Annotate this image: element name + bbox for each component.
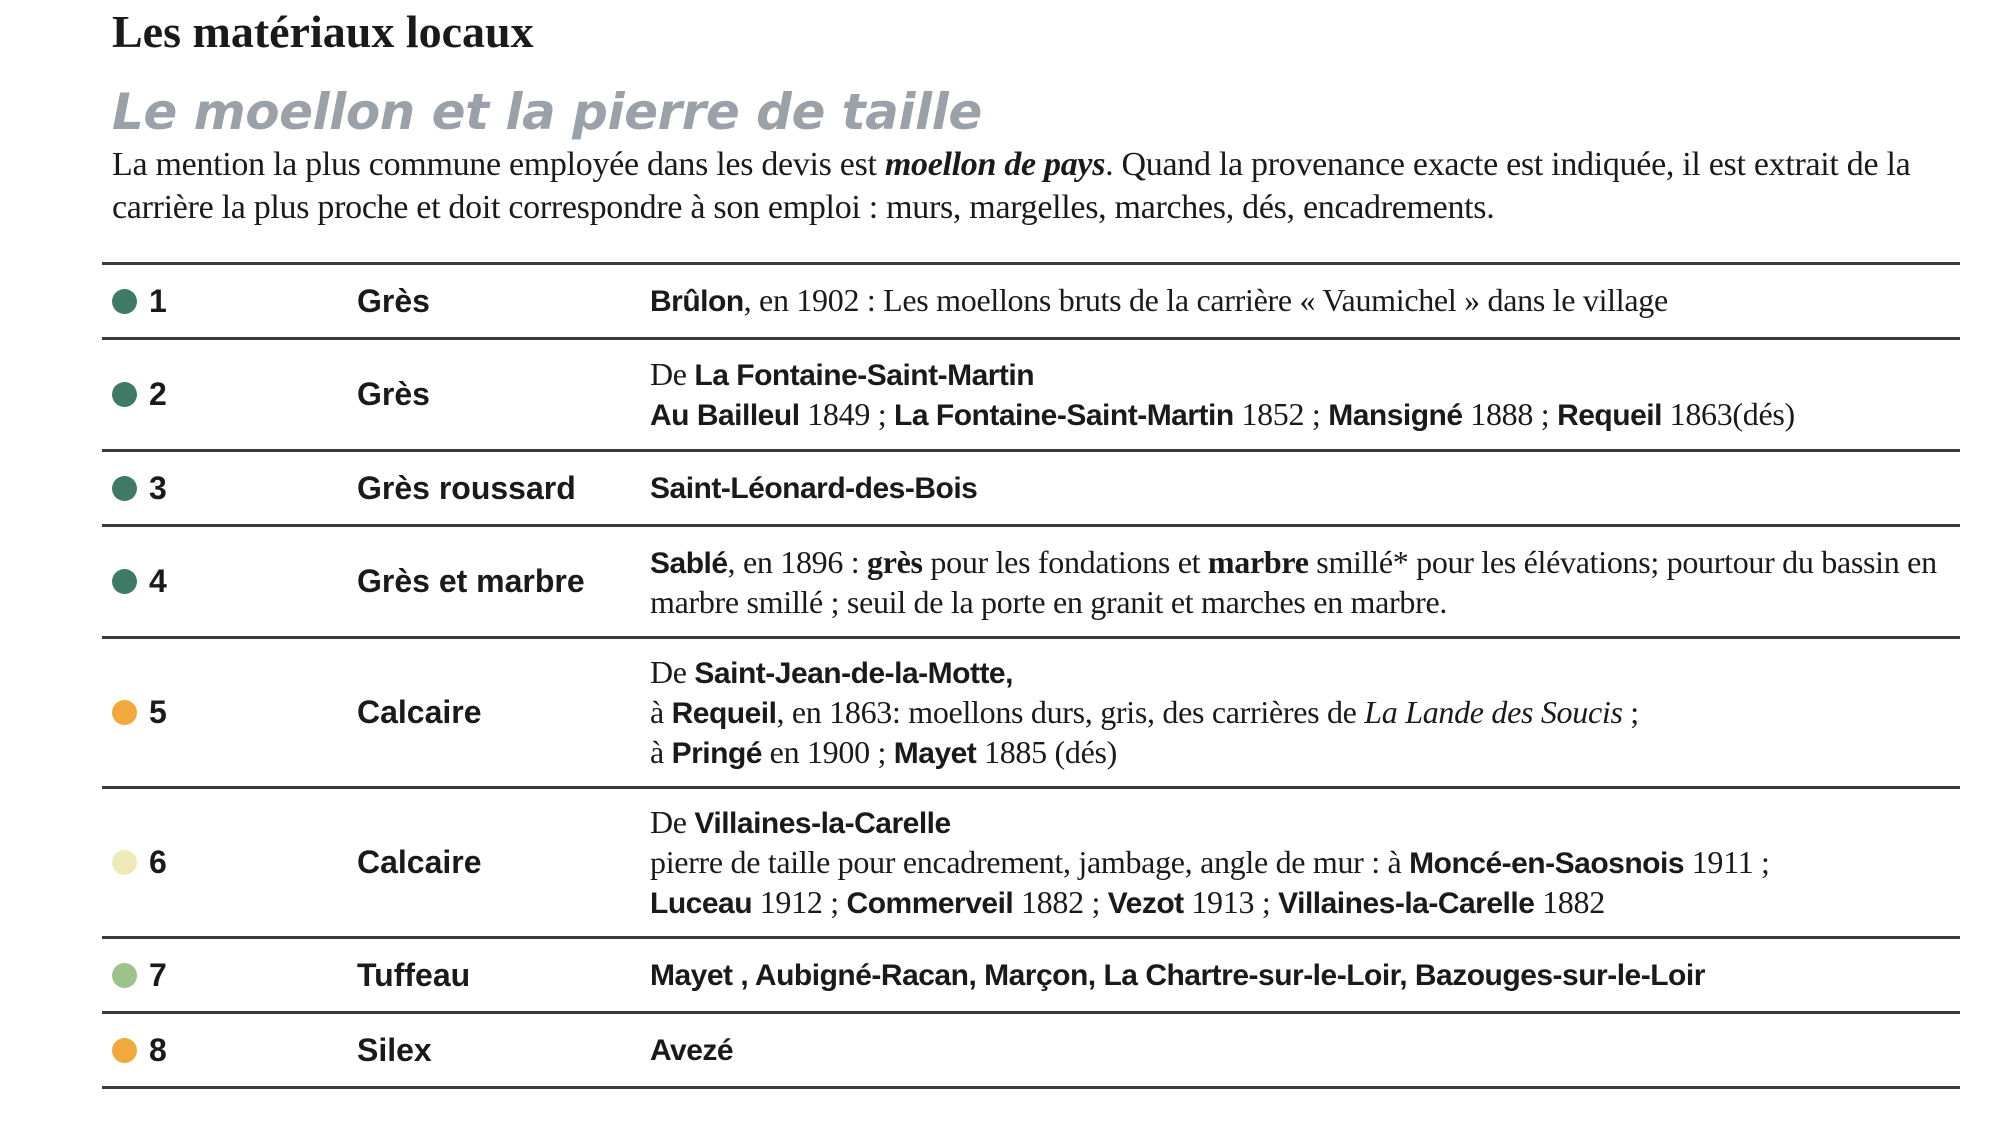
row-number-label: 5 bbox=[149, 694, 167, 730]
description-text: , en 1896 : bbox=[727, 543, 868, 580]
description-text: 1912 ; bbox=[752, 883, 847, 920]
row-number bbox=[112, 265, 167, 337]
description-text: 1888 ; bbox=[1462, 395, 1558, 432]
row-number-label: 6 bbox=[149, 844, 167, 880]
description-text: ; bbox=[1622, 693, 1639, 730]
place-name: Saint-Léonard-des-Bois bbox=[650, 472, 978, 505]
provenance-description bbox=[650, 1014, 1960, 1086]
row-number-label: 8 bbox=[149, 1031, 167, 1068]
row-number bbox=[112, 452, 167, 524]
color-dot-icon bbox=[112, 963, 137, 988]
place-name: Commerveil bbox=[846, 886, 1014, 920]
description-text: 1885 (dés) bbox=[976, 733, 1117, 770]
provenance-description bbox=[650, 639, 1960, 786]
place-name: Vezot bbox=[1107, 886, 1184, 920]
place-name: Moncé-en-Saosnois bbox=[1409, 846, 1684, 880]
place-name: Pringé bbox=[671, 736, 762, 770]
table-row bbox=[102, 452, 1960, 527]
material-name: Calcaire bbox=[357, 844, 482, 880]
row-number bbox=[112, 789, 167, 936]
row-number-label: 4 bbox=[149, 563, 167, 599]
provenance-description bbox=[650, 452, 1960, 524]
place-name: Villaines-la-Carelle bbox=[694, 806, 951, 840]
color-dot-icon bbox=[112, 700, 137, 725]
table-row bbox=[102, 265, 1960, 340]
table-row bbox=[102, 639, 1960, 789]
table-row bbox=[102, 340, 1960, 452]
description-text: 1913 ; bbox=[1183, 883, 1279, 920]
material-name: Grès bbox=[357, 282, 430, 319]
color-dot-icon bbox=[112, 289, 137, 314]
description-text: pierre de taille pour encadrement, jambage, angle de mur : à bbox=[650, 843, 1410, 880]
place-name: La Fontaine-Saint-Martin bbox=[694, 358, 1035, 392]
place-name: Mayet , Aubigné-Racan, Marçon, La Chartre-sur-le-Loir, Bazouges-sur-le-Loir bbox=[650, 959, 1705, 992]
material-name: Calcaire bbox=[357, 694, 482, 730]
intro-paragraph bbox=[112, 143, 1962, 229]
place-name: Luceau bbox=[650, 886, 753, 920]
provenance-description bbox=[650, 340, 1960, 449]
place-name: Mayet bbox=[893, 736, 977, 770]
place-name: Villaines-la-Carelle bbox=[1278, 886, 1535, 920]
intro-emphasis: moellon de pays bbox=[884, 146, 1106, 183]
table-row bbox=[102, 527, 1960, 639]
material-name: Grès et marbre bbox=[357, 563, 585, 599]
description-text: à bbox=[650, 693, 672, 730]
description-text: 1863(dés) bbox=[1661, 395, 1795, 432]
color-dot-icon bbox=[112, 569, 137, 594]
page-title: Les matériaux locaux bbox=[112, 6, 534, 57]
provenance-description bbox=[650, 265, 1960, 337]
place-name: Brûlon bbox=[650, 285, 744, 318]
materials-table bbox=[102, 262, 1960, 1089]
color-dot-icon bbox=[112, 850, 137, 875]
description-text: pour les fondations et bbox=[922, 543, 1208, 580]
place-name: Sablé bbox=[650, 546, 728, 580]
row-number bbox=[112, 340, 167, 449]
row-number-label: 3 bbox=[149, 469, 167, 506]
description-text: 1882 ; bbox=[1013, 883, 1108, 920]
row-number bbox=[112, 639, 167, 786]
description-text: , en 1863: moellons durs, gris, des carrières de bbox=[776, 693, 1365, 730]
row-number-label: 2 bbox=[149, 376, 167, 412]
place-name: Mansigné bbox=[1328, 398, 1463, 432]
provenance-description bbox=[650, 789, 1960, 936]
section-subtitle: Le moellon et la pierre de taille bbox=[112, 83, 982, 141]
place-name: Avezé bbox=[650, 1034, 734, 1067]
color-dot-icon bbox=[112, 382, 137, 407]
provenance-description bbox=[650, 527, 1960, 636]
row-number bbox=[112, 939, 167, 1011]
description-text: 1882 bbox=[1534, 883, 1605, 920]
color-dot-icon bbox=[112, 1038, 137, 1063]
description-text: De bbox=[650, 803, 695, 840]
description-text: De bbox=[650, 653, 695, 690]
intro-text-1: La mention la plus commune employée dans les devis est bbox=[112, 146, 885, 183]
row-number bbox=[112, 527, 167, 636]
description-text: 1849 ; bbox=[799, 395, 895, 432]
intro-text-2: . Quand la provenance exacte est indiquée, il est extrait de la carrière la plus proche et doit correspondre à son emploi : murs, margelles, marches, dés, encadrements. bbox=[112, 146, 1911, 226]
description-text: De bbox=[650, 355, 695, 392]
place-name: La Fontaine-Saint-Martin bbox=[894, 398, 1234, 432]
material-name: Silex bbox=[357, 1031, 432, 1068]
place-name: Requeil bbox=[1557, 398, 1662, 432]
table-row bbox=[102, 939, 1960, 1014]
row-number-label: 1 bbox=[149, 282, 167, 319]
description-text: smillé* pour les élévations; pourtour du bassin en marbre smillé ; seuil de la porte en granit et marches en marbre. bbox=[650, 543, 1937, 620]
material-keyword: marbre bbox=[1207, 543, 1309, 580]
material-keyword: grès bbox=[867, 543, 923, 580]
description-text: 1852 ; bbox=[1233, 395, 1329, 432]
place-name: Au Bailleul bbox=[650, 398, 800, 432]
material-name: Grès roussard bbox=[357, 469, 576, 506]
table-row bbox=[102, 789, 1960, 939]
provenance-description bbox=[650, 939, 1960, 1011]
row-number bbox=[112, 1014, 167, 1086]
material-name: Grès bbox=[357, 376, 430, 412]
place-name: Requeil bbox=[671, 696, 777, 730]
quarry-name: La Lande des Soucis bbox=[1364, 693, 1623, 730]
table-row bbox=[102, 1014, 1960, 1089]
description-text: 1911 ; bbox=[1684, 843, 1770, 880]
place-name: Saint-Jean-de-la-Motte, bbox=[694, 656, 1013, 690]
material-name: Tuffeau bbox=[357, 956, 471, 993]
description-text: en 1900 ; bbox=[761, 733, 894, 770]
color-dot-icon bbox=[112, 476, 137, 501]
row-number-label: 7 bbox=[149, 956, 167, 993]
description-text: , en 1902 : Les moellons bruts de la carrière « Vaumichel » dans le village bbox=[743, 282, 1668, 318]
description-text: à bbox=[650, 733, 672, 770]
